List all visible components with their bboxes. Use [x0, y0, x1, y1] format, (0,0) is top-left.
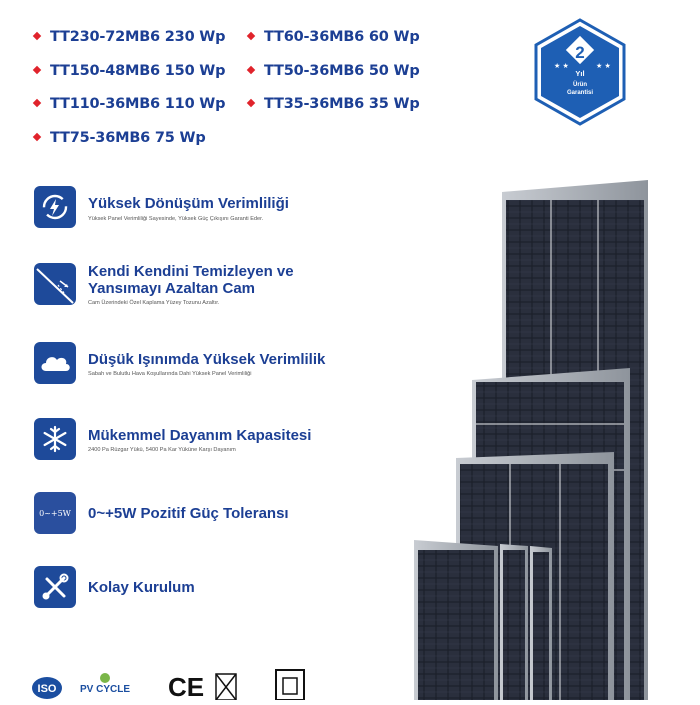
model-item: TT150-48MB6 150 Wp [34, 63, 225, 79]
bullet-icon [33, 99, 41, 107]
warranty-unit: Yıl [575, 69, 585, 78]
pvcycle-logo [100, 673, 110, 683]
warranty-line2: Garantisi [566, 90, 594, 96]
feature-subtitle: Cam Üzerindeki Özel Kaplama Yüzey Tozunu Azaltır. [88, 300, 220, 306]
svg-text:★ ★: ★ ★ [596, 62, 611, 70]
certification-logos [30, 664, 310, 700]
tolerance-icon: 0~+5W [34, 492, 76, 534]
efficiency-icon [34, 186, 76, 228]
glass-icon [34, 263, 76, 305]
solar-panels-image [400, 170, 700, 700]
feature-low-light [34, 342, 434, 388]
warranty-badge [532, 18, 628, 126]
model-item: TT50-36MB6 50 Wp [248, 63, 420, 79]
feature-durability [34, 418, 434, 464]
bullet-icon [33, 32, 41, 40]
feature-efficiency [34, 186, 434, 232]
class-ii-icon [276, 670, 304, 700]
cloud-icon [34, 342, 76, 384]
feature-title: Yüksek Dönüşüm Verimliliği [88, 195, 289, 212]
model-list [30, 26, 430, 156]
feature-tolerance [34, 492, 434, 538]
feature-subtitle: 2400 Pa Rüzgar Yükü, 5400 Pa Kar Yüküne Karşı Dayanım [88, 447, 236, 453]
feature-subtitle: Sabah ve Bulutlu Hava Koşullarında Dahi Yüksek Panel Verimliliği [88, 371, 252, 377]
feature-title: Kendi Kendini Temizleyen ve [88, 263, 294, 280]
feature-glass [34, 263, 434, 309]
feature-title: Mükemmel Dayanım Kapasitesi [88, 427, 312, 444]
feature-title-line2: Yansımayı Azaltan Cam [88, 280, 256, 297]
ce-mark: CE [168, 672, 205, 700]
feature-title: Düşük Işınımda Yüksek Verimlilik [88, 351, 326, 368]
bullet-icon [33, 133, 41, 141]
model-item: TT230-72MB6 230 Wp [34, 29, 225, 45]
model-item: TT110-36MB6 110 Wp [34, 96, 225, 112]
iso-text: ISO [37, 683, 57, 695]
feature-subtitle: Yüksek Panel Verimliliği Sayesinde, Yüksek Güç Çıkışını Garanti Eder. [88, 216, 264, 222]
warranty-line1: Ürün [573, 82, 587, 88]
snowflake-icon [34, 418, 76, 460]
pvcycle-text: PV CYCLE [79, 684, 131, 695]
bullet-icon [247, 66, 255, 74]
model-item: TT35-36MB6 35 Wp [248, 96, 420, 112]
bullet-icon [247, 99, 255, 107]
feature-title: Kolay Kurulum [88, 579, 195, 596]
model-item: TT75-36MB6 75 Wp [34, 130, 206, 146]
tools-icon [34, 566, 76, 608]
model-item: TT60-36MB6 60 Wp [248, 29, 420, 45]
svg-text:★ ★: ★ ★ [554, 62, 569, 70]
feature-title: 0~+5W Pozitif Güç Toleransı [88, 505, 289, 522]
bullet-icon [247, 32, 255, 40]
bullet-icon [33, 66, 41, 74]
warranty-years: 2 [575, 43, 585, 62]
feature-installation [34, 566, 434, 612]
